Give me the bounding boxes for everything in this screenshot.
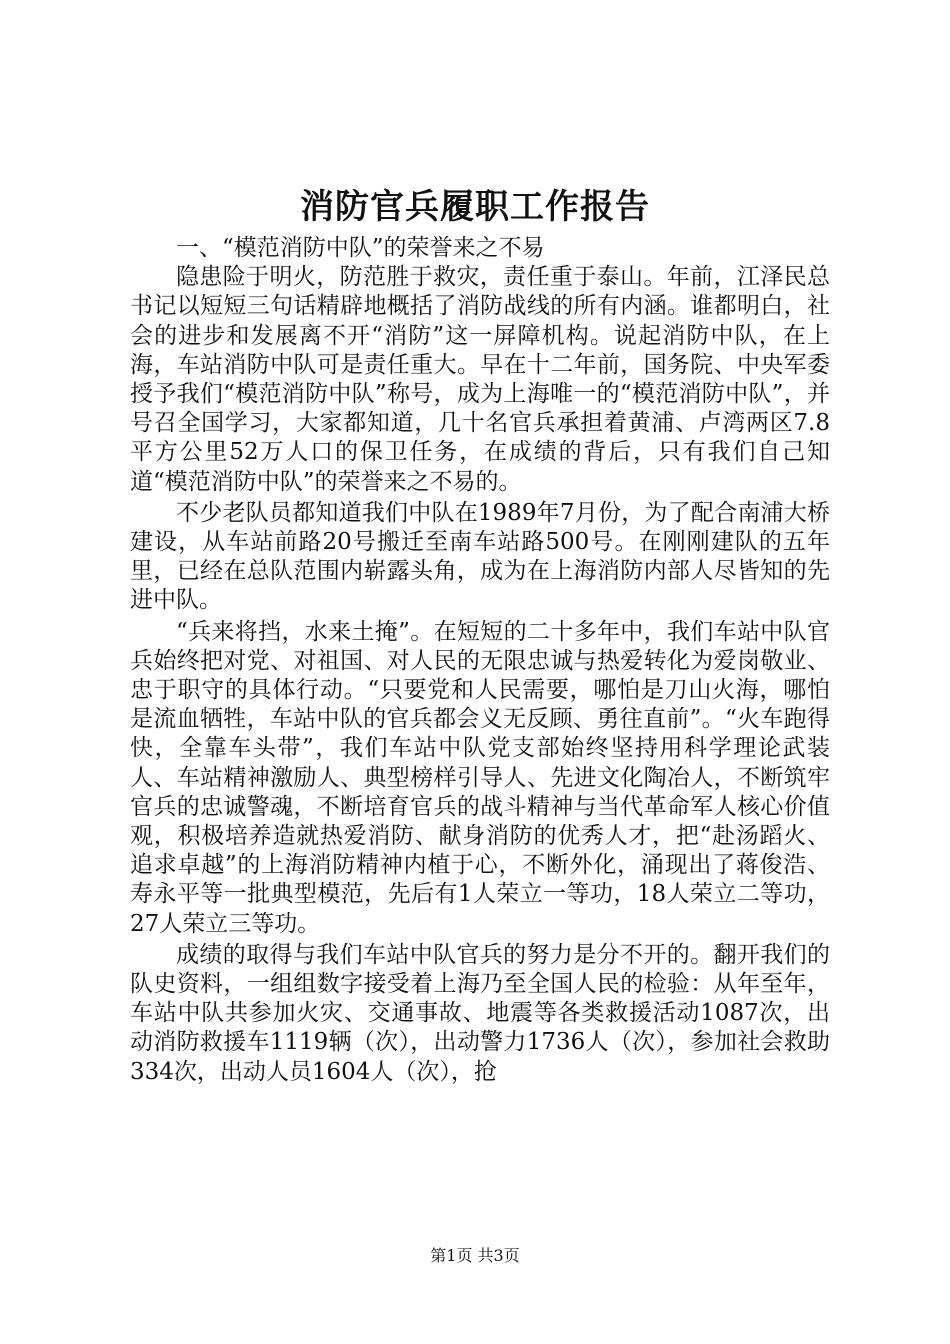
paragraph: “兵来将挡，水来土掩”。在短短的二十多年中，我们车站中队官兵始终把对党、对祖国、对人民的无限忠诚与热爱转化为爱岗敬业、忠于职守的具体行动。“只要党和人民需要，哪怕是刀山火海，哪怕是流血牺牲，车站中队的官兵都会义无反顾、勇往直前”。“火车跑得快，全靠车头带”，我们车站中队党支部始终坚持用科学理论武装人、车站精神激励人、典型榜样引导人、先进文化陶冶人，不断筑牢官兵的忠诚警魂，不断培育官兵的战斗精神与当代革命军人核心价值观，积极培养造就热爱消防、献身消防的优秀人才，把“赴汤蹈火、追求卓越”的上海消防精神内植于心，不断外化，涌现出了蒋俊浩、寿永平等一批典型模范，先后有1人荣立一等功，18人荣立二等功，27人荣立三等功。 xyxy=(130,618,830,937)
paragraph: 不少老队员都知道我们中队在1989年7月份，为了配合南浦大桥建设，从车站前路20号搬迁至南车站路500号。在刚刚建队的五年里，已经在总队范围内崭露头角，成为在上海消防内部人尽皆知的先进中队。 xyxy=(130,499,830,614)
page-footer: 第1页 共3页 xyxy=(430,1246,520,1265)
paragraph: 隐患险于明火，防范胜于救灾，责任重于泰山。年前，江泽民总书记以短短三句话精辟地概括了消防战线的所有内涵。谁都明白，社会的进步和发展离不开“消防”这一屏障机构。说起消防中队，在上海，车站消防中队可是责任重大。早在十二年前，国务院、中央军委授予我们“模范消防中队”称号，成为上海唯一的“模范消防中队”，并号召全国学习，大家都知道，几十名官兵承担着黄浦、卢湾两区7.8平方公里52万人口的保卫任务，在成绩的背后，只有我们自己知道“模范消防中队”的荣誉来之不易的。 xyxy=(130,264,830,495)
page-title: 消防官兵履职工作报告 xyxy=(300,187,650,227)
section-heading: 一、“模范消防中队”的荣誉来之不易 xyxy=(176,235,545,261)
paragraph: 成绩的取得与我们车站中队官兵的努力是分不开的。翻开我们的队史资料，一组组数字接受着上海乃至全国人民的检验：从年至年，车站中队共参加火灾、交通事故、地震等各类救援活动1087次，出动消防救援车1119辆（次），出动警力1736人（次），参加社会救助334次，出动人员1604人（次），抢 xyxy=(130,941,830,1085)
document-body xyxy=(130,234,830,1089)
